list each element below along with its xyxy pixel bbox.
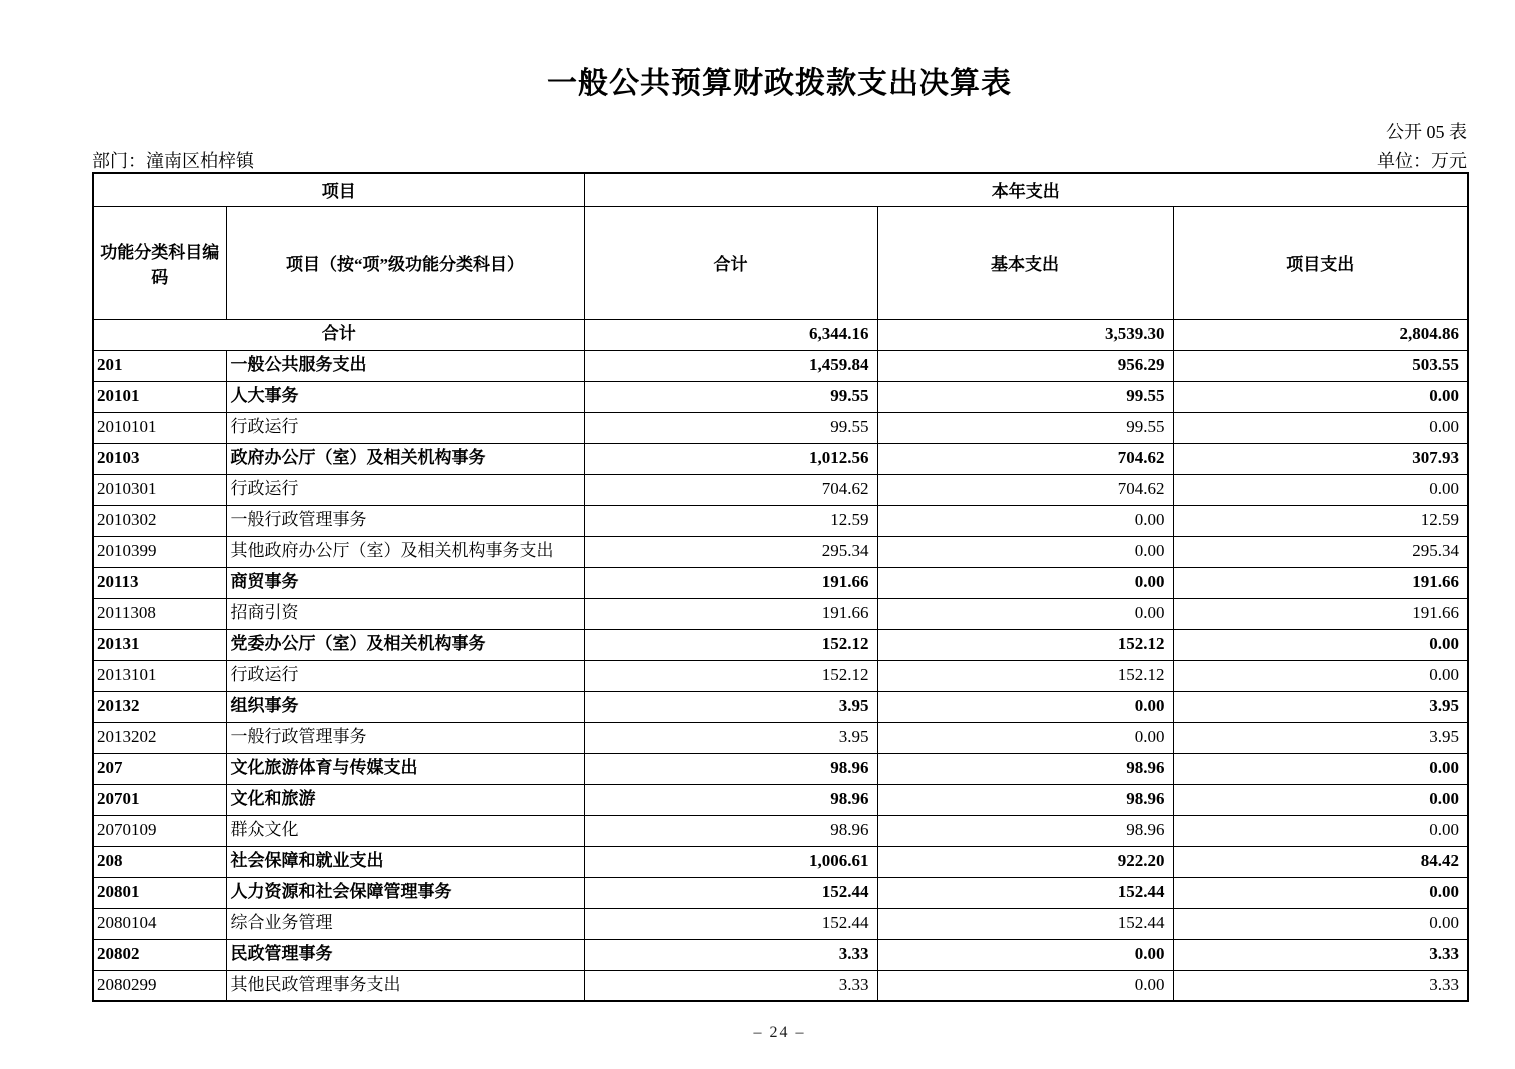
cell-code: 20132 xyxy=(93,691,226,722)
cell-project: 3.95 xyxy=(1173,691,1468,722)
cell-total: 99.55 xyxy=(584,412,877,443)
table-row xyxy=(93,350,1468,381)
cell-project: 3.95 xyxy=(1173,722,1468,753)
cell-item: 一般公共服务支出 xyxy=(226,350,584,381)
cell-basic: 0.00 xyxy=(877,567,1173,598)
cell-total: 191.66 xyxy=(584,567,877,598)
cell-basic: 0.00 xyxy=(877,598,1173,629)
header-group-year-expense: 本年支出 xyxy=(584,173,1468,206)
cell-basic: 704.62 xyxy=(877,443,1173,474)
cell-item: 民政管理事务 xyxy=(226,939,584,970)
cell-project: 3.33 xyxy=(1173,939,1468,970)
cell-project: 0.00 xyxy=(1173,877,1468,908)
cell-basic: 0.00 xyxy=(877,691,1173,722)
table-row xyxy=(93,629,1468,660)
cell-project: 191.66 xyxy=(1173,598,1468,629)
cell-basic: 98.96 xyxy=(877,784,1173,815)
cell-item: 群众文化 xyxy=(226,815,584,846)
table-row xyxy=(93,412,1468,443)
cell-code: 20802 xyxy=(93,939,226,970)
header-group-row xyxy=(93,173,1468,206)
cell-project: 0.00 xyxy=(1173,381,1468,412)
table-row xyxy=(93,908,1468,939)
cell-total: 152.12 xyxy=(584,629,877,660)
total-row xyxy=(93,319,1468,350)
table-row xyxy=(93,815,1468,846)
cell-code: 2010302 xyxy=(93,505,226,536)
table-row xyxy=(93,443,1468,474)
table-row xyxy=(93,474,1468,505)
cell-item: 党委办公厅（室）及相关机构事务 xyxy=(226,629,584,660)
cell-basic: 152.12 xyxy=(877,629,1173,660)
cell-project: 0.00 xyxy=(1173,474,1468,505)
cell-code: 20103 xyxy=(93,443,226,474)
cell-total: 152.44 xyxy=(584,908,877,939)
total-row-basic: 3,539.30 xyxy=(877,319,1173,350)
cell-total: 3.33 xyxy=(584,939,877,970)
header-group-item: 项目 xyxy=(93,173,584,206)
cell-total: 152.44 xyxy=(584,877,877,908)
cell-total: 1,459.84 xyxy=(584,350,877,381)
page-title: 一般公共预算财政拨款支出决算表 xyxy=(547,67,1012,100)
table-row xyxy=(93,567,1468,598)
cell-code: 20113 xyxy=(93,567,226,598)
cell-code: 20131 xyxy=(93,629,226,660)
cell-basic: 704.62 xyxy=(877,474,1173,505)
cell-total: 98.96 xyxy=(584,784,877,815)
cell-code: 208 xyxy=(93,846,226,877)
cell-code: 20101 xyxy=(93,381,226,412)
cell-project: 0.00 xyxy=(1173,629,1468,660)
cell-item: 其他民政管理事务支出 xyxy=(226,970,584,1001)
cell-item: 招商引资 xyxy=(226,598,584,629)
cell-project: 0.00 xyxy=(1173,412,1468,443)
cell-project: 0.00 xyxy=(1173,815,1468,846)
table-row xyxy=(93,536,1468,567)
cell-code: 207 xyxy=(93,753,226,784)
cell-total: 191.66 xyxy=(584,598,877,629)
table-row xyxy=(93,598,1468,629)
cell-item: 一般行政管理事务 xyxy=(226,505,584,536)
cell-item: 文化旅游体育与传媒支出 xyxy=(226,753,584,784)
cell-item: 其他政府办公厅（室）及相关机构事务支出 xyxy=(226,536,584,567)
cell-total: 3.95 xyxy=(584,722,877,753)
cell-project: 295.34 xyxy=(1173,536,1468,567)
table-row xyxy=(93,660,1468,691)
cell-total: 3.33 xyxy=(584,970,877,1001)
cell-code: 2011308 xyxy=(93,598,226,629)
header-columns-row xyxy=(93,206,1468,319)
header-col-item: 项目（按“项”级功能分类科目） xyxy=(226,206,584,319)
cell-total: 1,012.56 xyxy=(584,443,877,474)
cell-basic: 152.44 xyxy=(877,908,1173,939)
cell-basic: 98.96 xyxy=(877,815,1173,846)
cell-basic: 152.44 xyxy=(877,877,1173,908)
cell-project: 0.00 xyxy=(1173,784,1468,815)
cell-total: 99.55 xyxy=(584,381,877,412)
cell-item: 人大事务 xyxy=(226,381,584,412)
table-row xyxy=(93,691,1468,722)
cell-code: 20801 xyxy=(93,877,226,908)
cell-code: 2010101 xyxy=(93,412,226,443)
cell-basic: 0.00 xyxy=(877,722,1173,753)
cell-project: 12.59 xyxy=(1173,505,1468,536)
cell-code: 2010301 xyxy=(93,474,226,505)
cell-basic: 0.00 xyxy=(877,939,1173,970)
cell-basic: 0.00 xyxy=(877,505,1173,536)
table-row xyxy=(93,505,1468,536)
department-label: 部门：潼南区柏梓镇 xyxy=(92,151,254,171)
cell-basic: 99.55 xyxy=(877,412,1173,443)
table-row xyxy=(93,753,1468,784)
cell-code: 2010399 xyxy=(93,536,226,567)
total-row-total: 6,344.16 xyxy=(584,319,877,350)
table-row xyxy=(93,381,1468,412)
table-code-label: 公开 05 表 xyxy=(1386,122,1467,142)
cell-item: 政府办公厅（室）及相关机构事务 xyxy=(226,443,584,474)
cell-project: 84.42 xyxy=(1173,846,1468,877)
cell-code: 2080299 xyxy=(93,970,226,1001)
cell-item: 行政运行 xyxy=(226,474,584,505)
total-row-label: 合计 xyxy=(93,319,584,350)
cell-total: 3.95 xyxy=(584,691,877,722)
meta-row xyxy=(92,147,1467,173)
cell-item: 商贸事务 xyxy=(226,567,584,598)
cell-basic: 98.96 xyxy=(877,753,1173,784)
table-body xyxy=(93,319,1468,1001)
cell-item: 文化和旅游 xyxy=(226,784,584,815)
cell-item: 组织事务 xyxy=(226,691,584,722)
total-row-project: 2,804.86 xyxy=(1173,319,1468,350)
cell-total: 295.34 xyxy=(584,536,877,567)
cell-code: 2080104 xyxy=(93,908,226,939)
table-header xyxy=(93,173,1468,319)
budget-table xyxy=(92,172,1469,1002)
cell-project: 0.00 xyxy=(1173,660,1468,691)
cell-code: 2013202 xyxy=(93,722,226,753)
cell-total: 12.59 xyxy=(584,505,877,536)
cell-code: 2013101 xyxy=(93,660,226,691)
cell-basic: 99.55 xyxy=(877,381,1173,412)
cell-project: 3.33 xyxy=(1173,970,1468,1001)
header-col-basic: 基本支出 xyxy=(877,206,1173,319)
unit-label: 单位：万元 xyxy=(1377,151,1467,171)
header-col-project: 项目支出 xyxy=(1173,206,1468,319)
table-row xyxy=(93,846,1468,877)
cell-item: 一般行政管理事务 xyxy=(226,722,584,753)
table-row xyxy=(93,784,1468,815)
cell-item: 行政运行 xyxy=(226,660,584,691)
cell-basic: 152.12 xyxy=(877,660,1173,691)
cell-basic: 0.00 xyxy=(877,536,1173,567)
table-row xyxy=(93,877,1468,908)
cell-code: 201 xyxy=(93,350,226,381)
cell-project: 0.00 xyxy=(1173,753,1468,784)
cell-item: 人力资源和社会保障管理事务 xyxy=(226,877,584,908)
header-col-code: 功能分类科目编码 xyxy=(93,206,226,319)
page-number: – 24 – xyxy=(753,1024,806,1041)
cell-total: 98.96 xyxy=(584,815,877,846)
cell-total: 1,006.61 xyxy=(584,846,877,877)
cell-project: 0.00 xyxy=(1173,908,1468,939)
cell-code: 20701 xyxy=(93,784,226,815)
table-row xyxy=(93,970,1468,1001)
cell-code: 2070109 xyxy=(93,815,226,846)
cell-item: 综合业务管理 xyxy=(226,908,584,939)
cell-item: 社会保障和就业支出 xyxy=(226,846,584,877)
table-row xyxy=(93,722,1468,753)
cell-total: 704.62 xyxy=(584,474,877,505)
cell-basic: 956.29 xyxy=(877,350,1173,381)
cell-project: 503.55 xyxy=(1173,350,1468,381)
cell-item: 行政运行 xyxy=(226,412,584,443)
cell-basic: 0.00 xyxy=(877,970,1173,1001)
cell-basic: 922.20 xyxy=(877,846,1173,877)
cell-project: 191.66 xyxy=(1173,567,1468,598)
header-col-total: 合计 xyxy=(584,206,877,319)
cell-total: 152.12 xyxy=(584,660,877,691)
table-row xyxy=(93,939,1468,970)
cell-project: 307.93 xyxy=(1173,443,1468,474)
cell-total: 98.96 xyxy=(584,753,877,784)
